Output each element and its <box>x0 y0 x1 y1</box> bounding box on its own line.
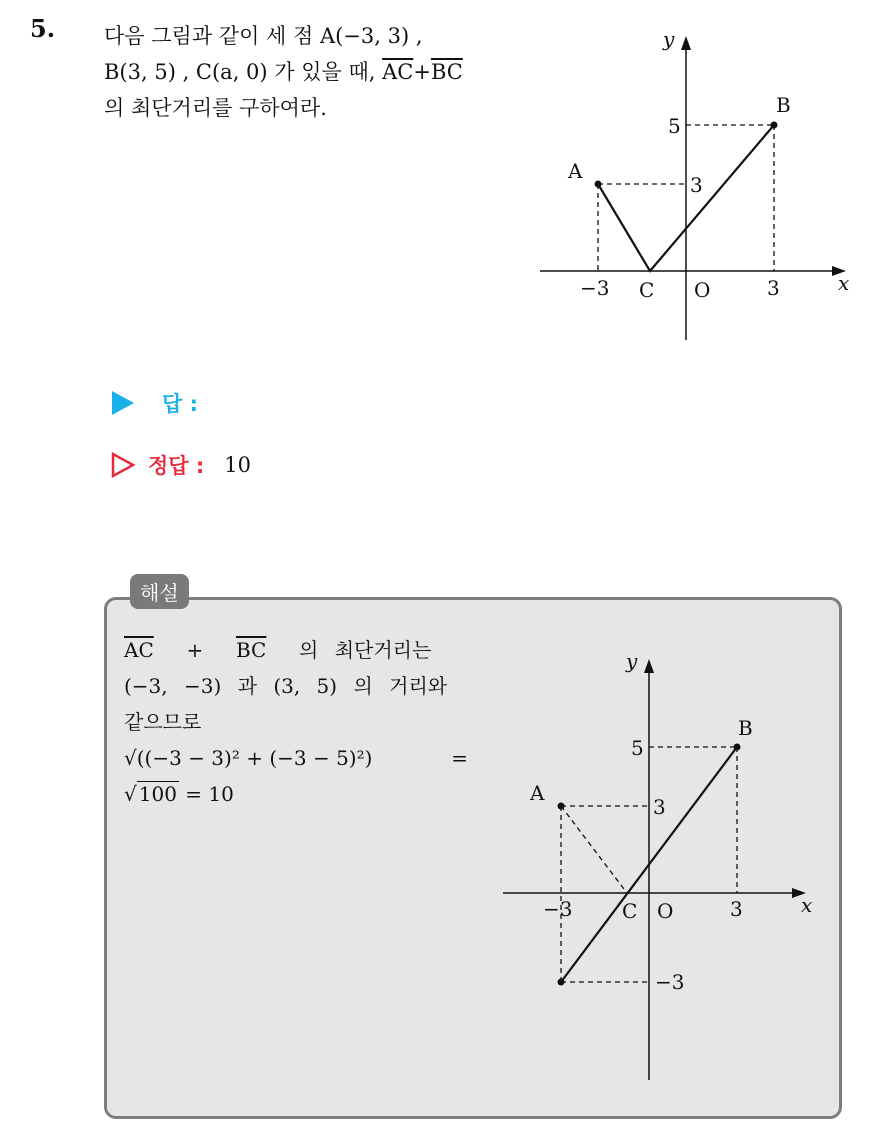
solution-text <box>124 632 474 812</box>
problem-number: 5. <box>30 14 56 43</box>
point-a-dot <box>595 181 602 188</box>
solution-line-4 <box>124 740 474 776</box>
solution-line-3: 같으므로 <box>124 710 202 734</box>
tick-x-neg3: −3 <box>543 897 573 921</box>
point-b-label: B <box>738 716 753 740</box>
solution-equals: = <box>451 746 468 770</box>
segment-bc: $\overline{BC}$ <box>430 60 463 84</box>
tick-x-3: 3 <box>730 897 743 921</box>
segment-a-c-dashed <box>561 806 627 893</box>
x-axis-label: x <box>801 893 813 917</box>
solution-tag: 해설 <box>130 574 189 609</box>
filled-triangle-icon <box>110 390 136 416</box>
solution-distance-formula: √((−3 − 3)² + (−3 − 5)²) <box>124 746 373 770</box>
x-axis-label: x <box>838 271 850 295</box>
tick-y-5: 5 <box>631 736 644 760</box>
tick-y-5: 5 <box>668 114 681 138</box>
point-a-label: A <box>568 159 583 183</box>
solution-segment-bc: $\overline{BC}$ <box>235 638 267 662</box>
solution-line-1 <box>124 632 474 668</box>
solution-plus: + <box>186 638 204 662</box>
answer-row <box>110 388 198 418</box>
y-axis-label: y <box>663 28 675 51</box>
answer-key-label: 정답 : <box>148 454 205 478</box>
solution-root-value: 100 <box>138 782 177 806</box>
problem-text <box>104 18 534 126</box>
origin-label: O <box>657 899 674 923</box>
point-b-label: B <box>776 93 791 117</box>
y-axis-arrow-icon <box>644 659 654 673</box>
solution-segment-ac: $\overline{AC}$ <box>124 638 154 662</box>
outline-triangle-icon <box>110 452 136 478</box>
point-c-label: C <box>639 278 655 302</box>
solution-line-2: (−3, −3) 과 (3, 5) 의 거리와 <box>124 674 448 698</box>
tick-y-3: 3 <box>653 795 666 819</box>
solution-line-1-suffix: 의 최단거리는 <box>299 638 432 662</box>
plus-sign: + <box>413 60 431 84</box>
y-axis-label: y <box>626 649 638 673</box>
point-a-label: A <box>530 781 545 805</box>
solution-figure <box>496 640 826 1090</box>
solution-result: = 10 <box>185 782 234 806</box>
problem-figure <box>530 28 860 348</box>
tick-y-neg3: −3 <box>655 970 685 994</box>
tick-x-neg3: −3 <box>580 276 610 300</box>
point-b-dot <box>771 122 778 129</box>
origin-label: O <box>694 278 711 302</box>
problem-line-1: 다음 그림과 같이 세 점 A(−3, 3) , <box>104 24 423 48</box>
reflected-point-dot <box>558 979 565 986</box>
problem-line-2-prefix: B(3, 5) , C(a, 0) 가 있을 때, <box>104 60 383 84</box>
answer-key-row <box>110 450 251 480</box>
point-c-label: C <box>622 899 638 923</box>
point-a-dot <box>558 803 565 810</box>
tick-y-3: 3 <box>690 173 703 197</box>
solution-line-5: √ 100 = 10 <box>124 782 234 806</box>
tick-x-3: 3 <box>767 276 780 300</box>
problem-line-2 <box>104 54 534 90</box>
point-b-dot <box>734 744 741 751</box>
segment-ac: $\overline{AC}$ <box>382 60 414 84</box>
y-axis-arrow-icon <box>681 36 691 50</box>
answer-label: 답 : <box>162 392 198 416</box>
problem-line-3: 의 최단거리를 구하여라. <box>104 96 327 120</box>
answer-key-value: 10 <box>224 453 252 477</box>
